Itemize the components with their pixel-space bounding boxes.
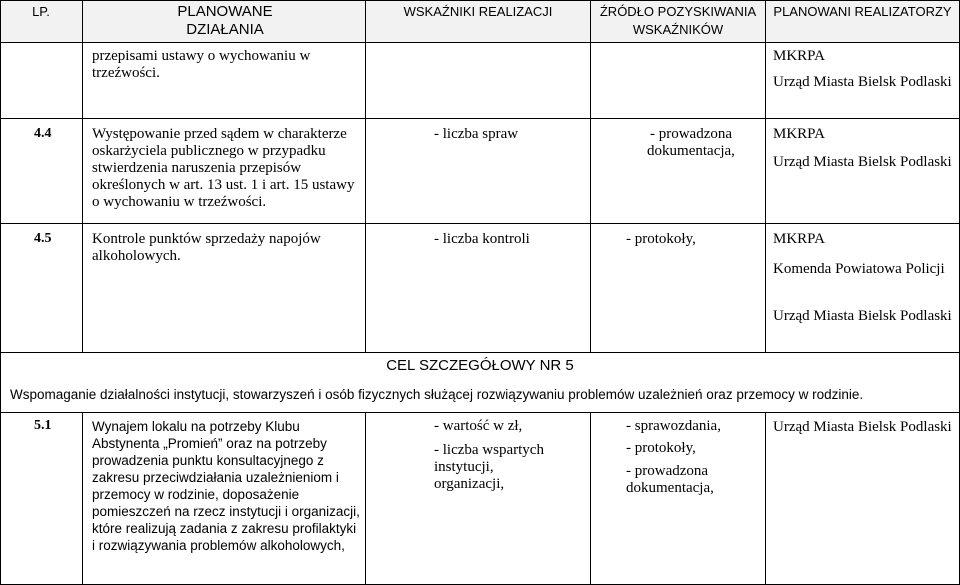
column-divider [365, 0, 366, 352]
indicator-value: - wartość w zł, [434, 418, 523, 434]
action-text: Występowanie przed sądem w charakterze oskarżyciela publicznego w przypadku stwierdzenia naruszenia przepisów określonych w art. 13 ust. 1 i art. 15 ustawy o wychowaniu w trzeźwości. [92, 126, 355, 210]
header-indicators: WSKAŹNIKI REALIZACJI [403, 4, 553, 19]
action-continued: przepisami ustawy o wychowaniu w trzeźwości. [92, 48, 311, 81]
row-divider [0, 118, 960, 119]
column-divider [82, 0, 83, 352]
action-text: Wynajem lokalu na potrzeby Klubu Abstynenta „Promień” oraz na potrzeby prowadzenia punktu konsultacyjnego z zakresu przeciwdziałania uzależnieniom i przemocy w rodzinie, doposażenie pomieszczeń na rzecz instytucji i organizacji, które realizują zadania z zakresu profilaktyki i rozwiązywania problemów alkoholowych, [92, 419, 360, 553]
header-lp: LP. [32, 4, 50, 19]
goal-title: CEL SZCZEGÓŁOWY NR 5 [386, 357, 574, 374]
implementer-mkrpa: MKRPA [773, 48, 825, 64]
table-border-top [0, 0, 960, 1]
table-border-left [0, 0, 1, 585]
implementer-mkrpa: MKRPA [773, 231, 825, 247]
row-divider [0, 412, 960, 413]
header-source: ŹRÓDŁO POZYSKIWANIA WSKAŹNIKÓW [599, 4, 757, 37]
row-number: 5.1 [34, 418, 52, 433]
implementer-urzad: Urząd Miasta Bielsk Podlaski [773, 74, 952, 90]
source-protocols: - protokoły, [626, 440, 696, 456]
indicator-institutions: - liczba wspartych instytucji, organizacji, [434, 442, 544, 492]
column-divider [365, 412, 366, 585]
column-divider [765, 412, 766, 585]
implementer-police: Komenda Powiatowa Policji [773, 261, 945, 277]
row-divider [0, 42, 960, 43]
row-number: 4.4 [34, 126, 52, 141]
action-text: Kontrole punktów sprzedaży napojów alkoholowych. [92, 231, 321, 264]
implementer-urzad: Urząd Miasta Bielsk Podlaski [773, 154, 952, 170]
indicator-text: - liczba spraw [434, 126, 519, 142]
column-divider [765, 0, 766, 352]
header-implementers: PLANOWANI REALIZATORZY [773, 4, 952, 19]
header-planned-actions [140, 3, 310, 39]
implementer-mkrpa: MKRPA [773, 126, 825, 142]
source-text: - prowadzona dokumentacja, [647, 126, 735, 159]
row-divider [0, 223, 960, 224]
row-number: 4.5 [34, 231, 52, 246]
column-divider [590, 0, 591, 352]
column-divider [82, 412, 83, 585]
indicator-text: - liczba kontroli [434, 231, 530, 247]
row-divider [0, 352, 960, 353]
column-divider [590, 412, 591, 585]
source-documentation: - prowadzona dokumentacja, [626, 463, 714, 496]
goal-text: Wspomaganie działalności instytucji, stowarzyszeń i osób fizycznych służącej rozwiązywaniu problemów uzależnień oraz przemocy w rodzinie. [10, 387, 864, 402]
implementer-urzad: Urząd Miasta Bielsk Podlaski [773, 419, 952, 435]
implementer-urzad: Urząd Miasta Bielsk Podlaski [773, 308, 952, 324]
source-text: - protokoły, [626, 231, 696, 247]
source-reports: - sprawozdania, [626, 418, 721, 434]
header-planned-actions-text: PLANOWANE DZIAŁANIA [177, 3, 273, 38]
